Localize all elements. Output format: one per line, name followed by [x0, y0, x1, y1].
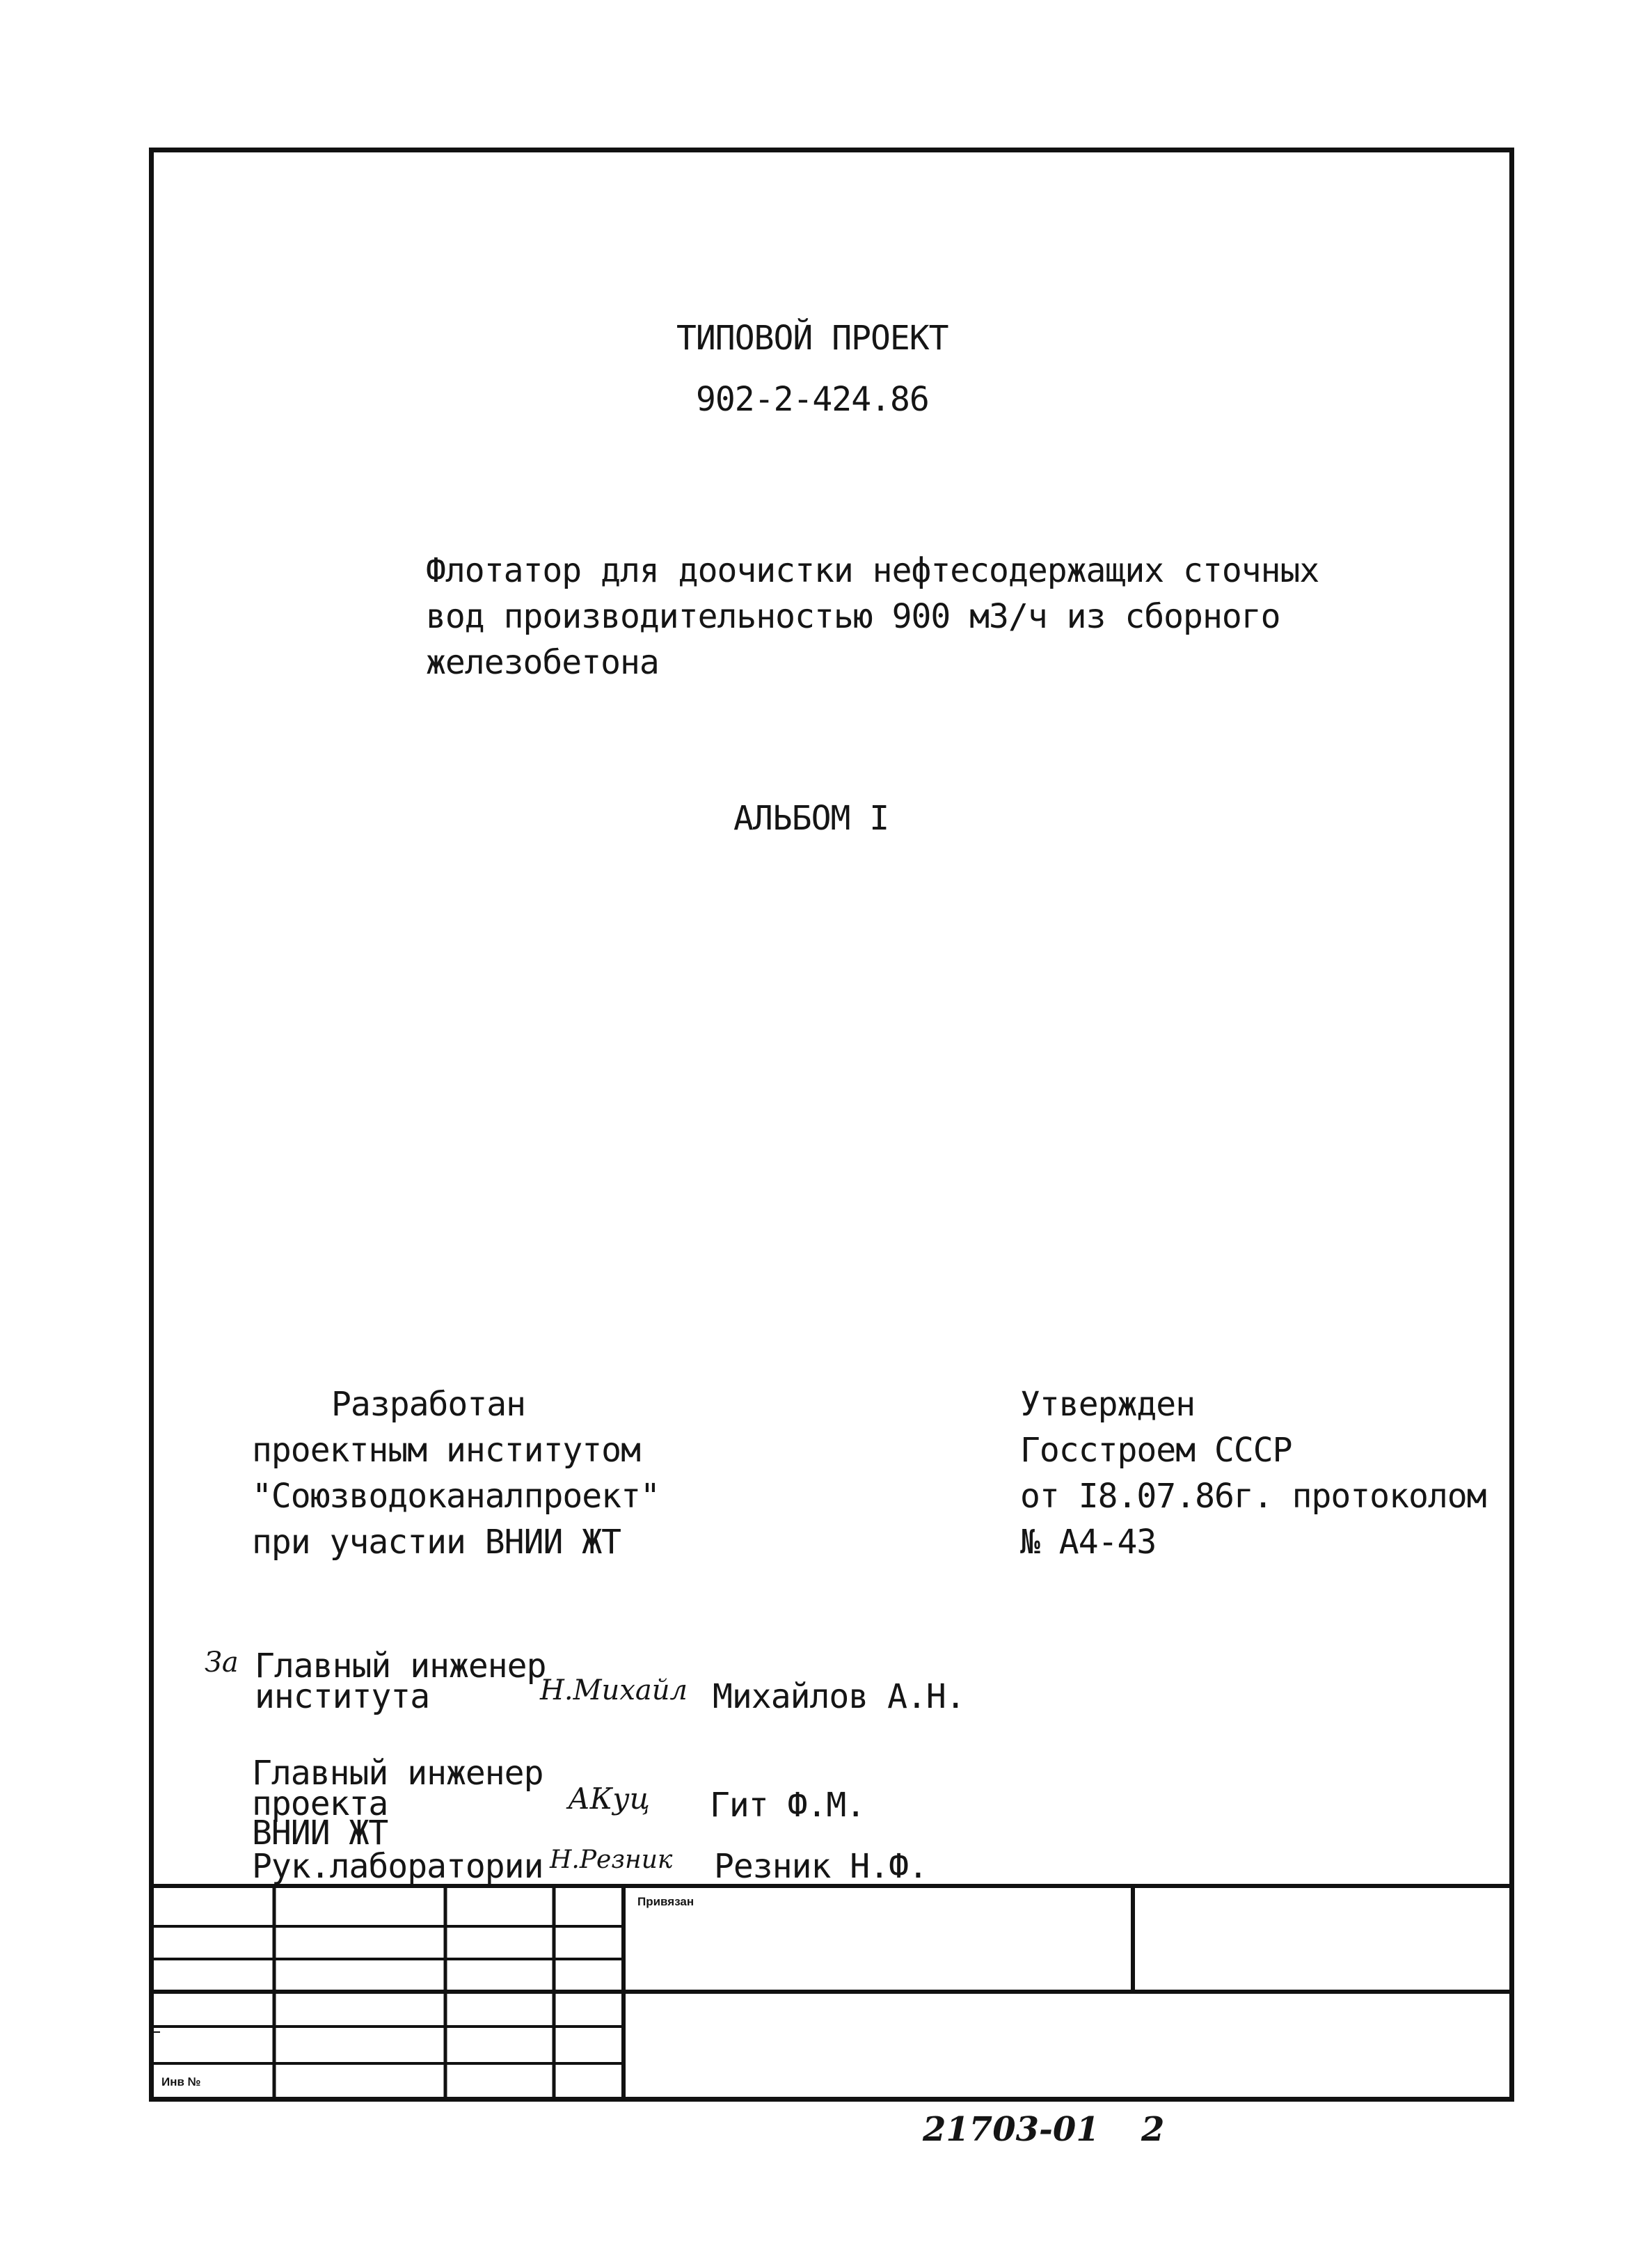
chief-institute-name: Михайлов А.Н. — [713, 1677, 965, 1716]
footer-code: 21703-01 — [923, 2110, 1099, 2149]
title-line-2: вод производительностью 900 м3/ч из сборного — [426, 597, 1280, 636]
developed-line-1: проектным институтом — [252, 1431, 640, 1470]
title-line-1: Флотатор для доочистки нефтесодержащих сточных — [426, 551, 1319, 590]
chief-project-role-3: ВНИИ ЖТ — [252, 1814, 388, 1853]
approved-line-1: Госстроем СССР — [1020, 1431, 1292, 1470]
title-line-3: железобетона — [426, 643, 659, 682]
chief-institute-signature: Н.Михайл — [540, 1674, 688, 1706]
document-type-heading: ТИПОВОЙ ПРОЕКТ — [676, 319, 948, 358]
chief-project-role-1: Главный инженер — [252, 1754, 543, 1793]
approved-line-2: от I8.07.86г. протоколом — [1020, 1477, 1486, 1516]
chief-project-name: Гит Ф.М. — [710, 1786, 866, 1825]
footer-page-number: 2 — [1141, 2110, 1165, 2149]
approved-line-3: № А4-43 — [1020, 1523, 1157, 1562]
chief-project-signature: АКуц — [568, 1782, 650, 1816]
album-label: АЛЬБОМ I — [733, 799, 889, 838]
chief-project-role-2: проекта — [252, 1784, 388, 1823]
approved-heading: Утвержден — [1020, 1385, 1196, 1424]
chief-institute-role-2: института — [255, 1677, 430, 1716]
lab-head-role: Рук.лаборатории — [252, 1847, 543, 1886]
project-number: 902-2-424.86 — [696, 380, 929, 419]
inv-number-label: Инв № — [161, 2075, 201, 2088]
developed-heading: Разработан — [331, 1385, 525, 1424]
chief-institute-prefix: За — [205, 1647, 239, 1679]
privyazan-label: Привязан — [637, 1895, 694, 1908]
lab-head-name: Резник Н.Ф. — [714, 1847, 928, 1886]
lab-head-signature: Н.Резник — [550, 1846, 673, 1874]
chief-institute-role-1: Главный инженер — [255, 1647, 546, 1686]
developed-line-3: при участии ВНИИ ЖТ — [252, 1523, 621, 1562]
developed-line-2: "Союзводоканалпроект" — [252, 1477, 660, 1516]
